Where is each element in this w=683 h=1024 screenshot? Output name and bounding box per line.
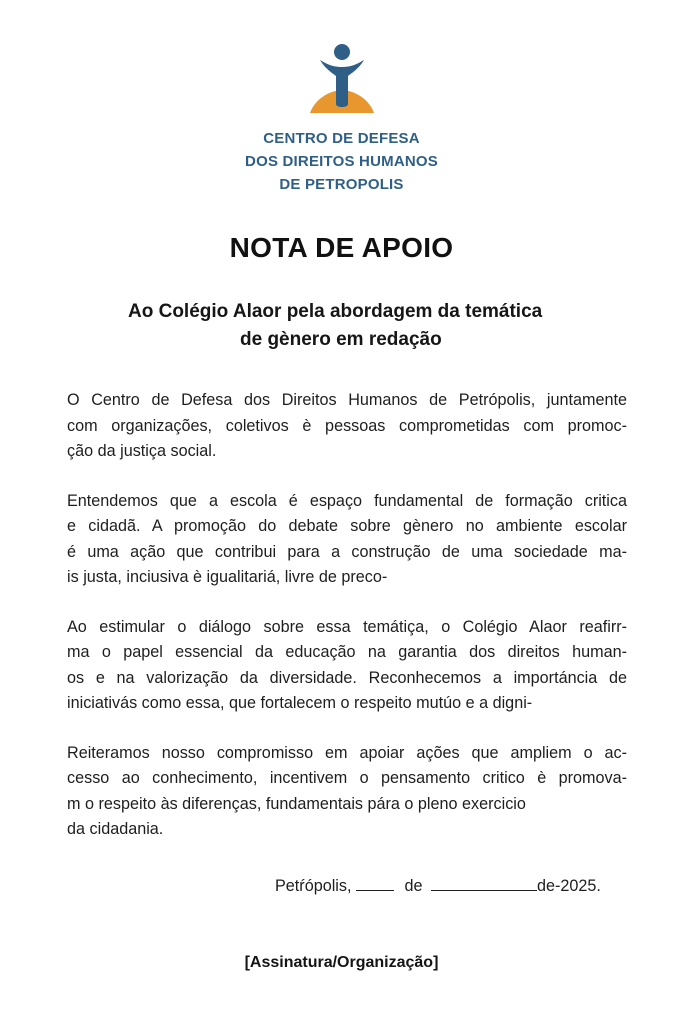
organization-name-line: CENTRO DE DEFESA — [263, 130, 420, 147]
paragraph-line: cesso ao conhecimento, incentivem o pensamento critico è promova- — [67, 769, 627, 787]
paragraph — [67, 489, 627, 591]
paragraph-line: is justa, inciusiva è igualitariá, livre de preco- — [67, 568, 388, 586]
paragraph-line: iniciativás como essa, que fortalecem o respeito mutúo e a digni- — [67, 694, 533, 712]
person-raised-arms-logo-icon — [306, 40, 378, 116]
subtitle-line: de gènero em redação — [240, 329, 442, 350]
document-body — [67, 388, 627, 867]
paragraph-line: m o respeito às diferenças, fundamentais pára o pleno exercicio — [67, 794, 526, 813]
paragraph-line: Entendemos que a escola é espaço fundamental de formação critica — [67, 491, 627, 510]
paragraph-line: os e na valorização da diversidade. Reconhecemos a importáncia de — [67, 668, 627, 687]
subtitle-line: Ao Colégio Alaor pela abordagem da temática — [128, 301, 543, 322]
paragraph-line: ção da justiça social. — [67, 442, 217, 460]
paragraph-line: Ao estimular o diálogo sobre essa temátiça, o Colégio Alaor reafirr- — [67, 617, 627, 636]
paragraph-line: O Centro de Defesa dos Direitos Humanos de Petrópolis, juntamente — [67, 391, 627, 409]
organization-name-line: DE PETROPOLIS — [279, 176, 404, 193]
paragraph — [67, 615, 627, 717]
paragraph — [67, 741, 627, 843]
paragraph-line: ma o papel essencial da educação na garantia dos direitos human- — [67, 643, 627, 661]
organization-name — [0, 127, 683, 196]
month-blank — [431, 874, 537, 891]
paragraph-line: com organizações, coletivos è pessoas comprometidas com promoc- — [67, 416, 627, 435]
date-de: de — [404, 877, 423, 895]
document-title: NOTA DE APOIO — [229, 232, 454, 263]
paragraph-line: da cidadania. — [67, 820, 164, 838]
date-line — [275, 874, 601, 898]
organization-name-line: DOS DIREITOS HUMANOS — [245, 153, 438, 170]
day-blank — [356, 874, 394, 891]
date-year: de-2025. — [537, 877, 601, 895]
logo-head — [334, 44, 350, 60]
paragraph-line: é uma ação que contribui para a construção de uma sociedade ma- — [67, 542, 627, 561]
signature-placeholder: [Assinatura/Organização] — [244, 954, 439, 971]
paragraph-line: e cidadã. A promoção do debate sobre gènero no ambiente escolar — [67, 517, 627, 535]
paragraph — [67, 388, 627, 465]
paragraph-line: Reiteramos nosso compromisso em apoiar ações que ampliem o ac- — [67, 743, 627, 762]
date-city: Petŕópolis, — [275, 877, 352, 895]
